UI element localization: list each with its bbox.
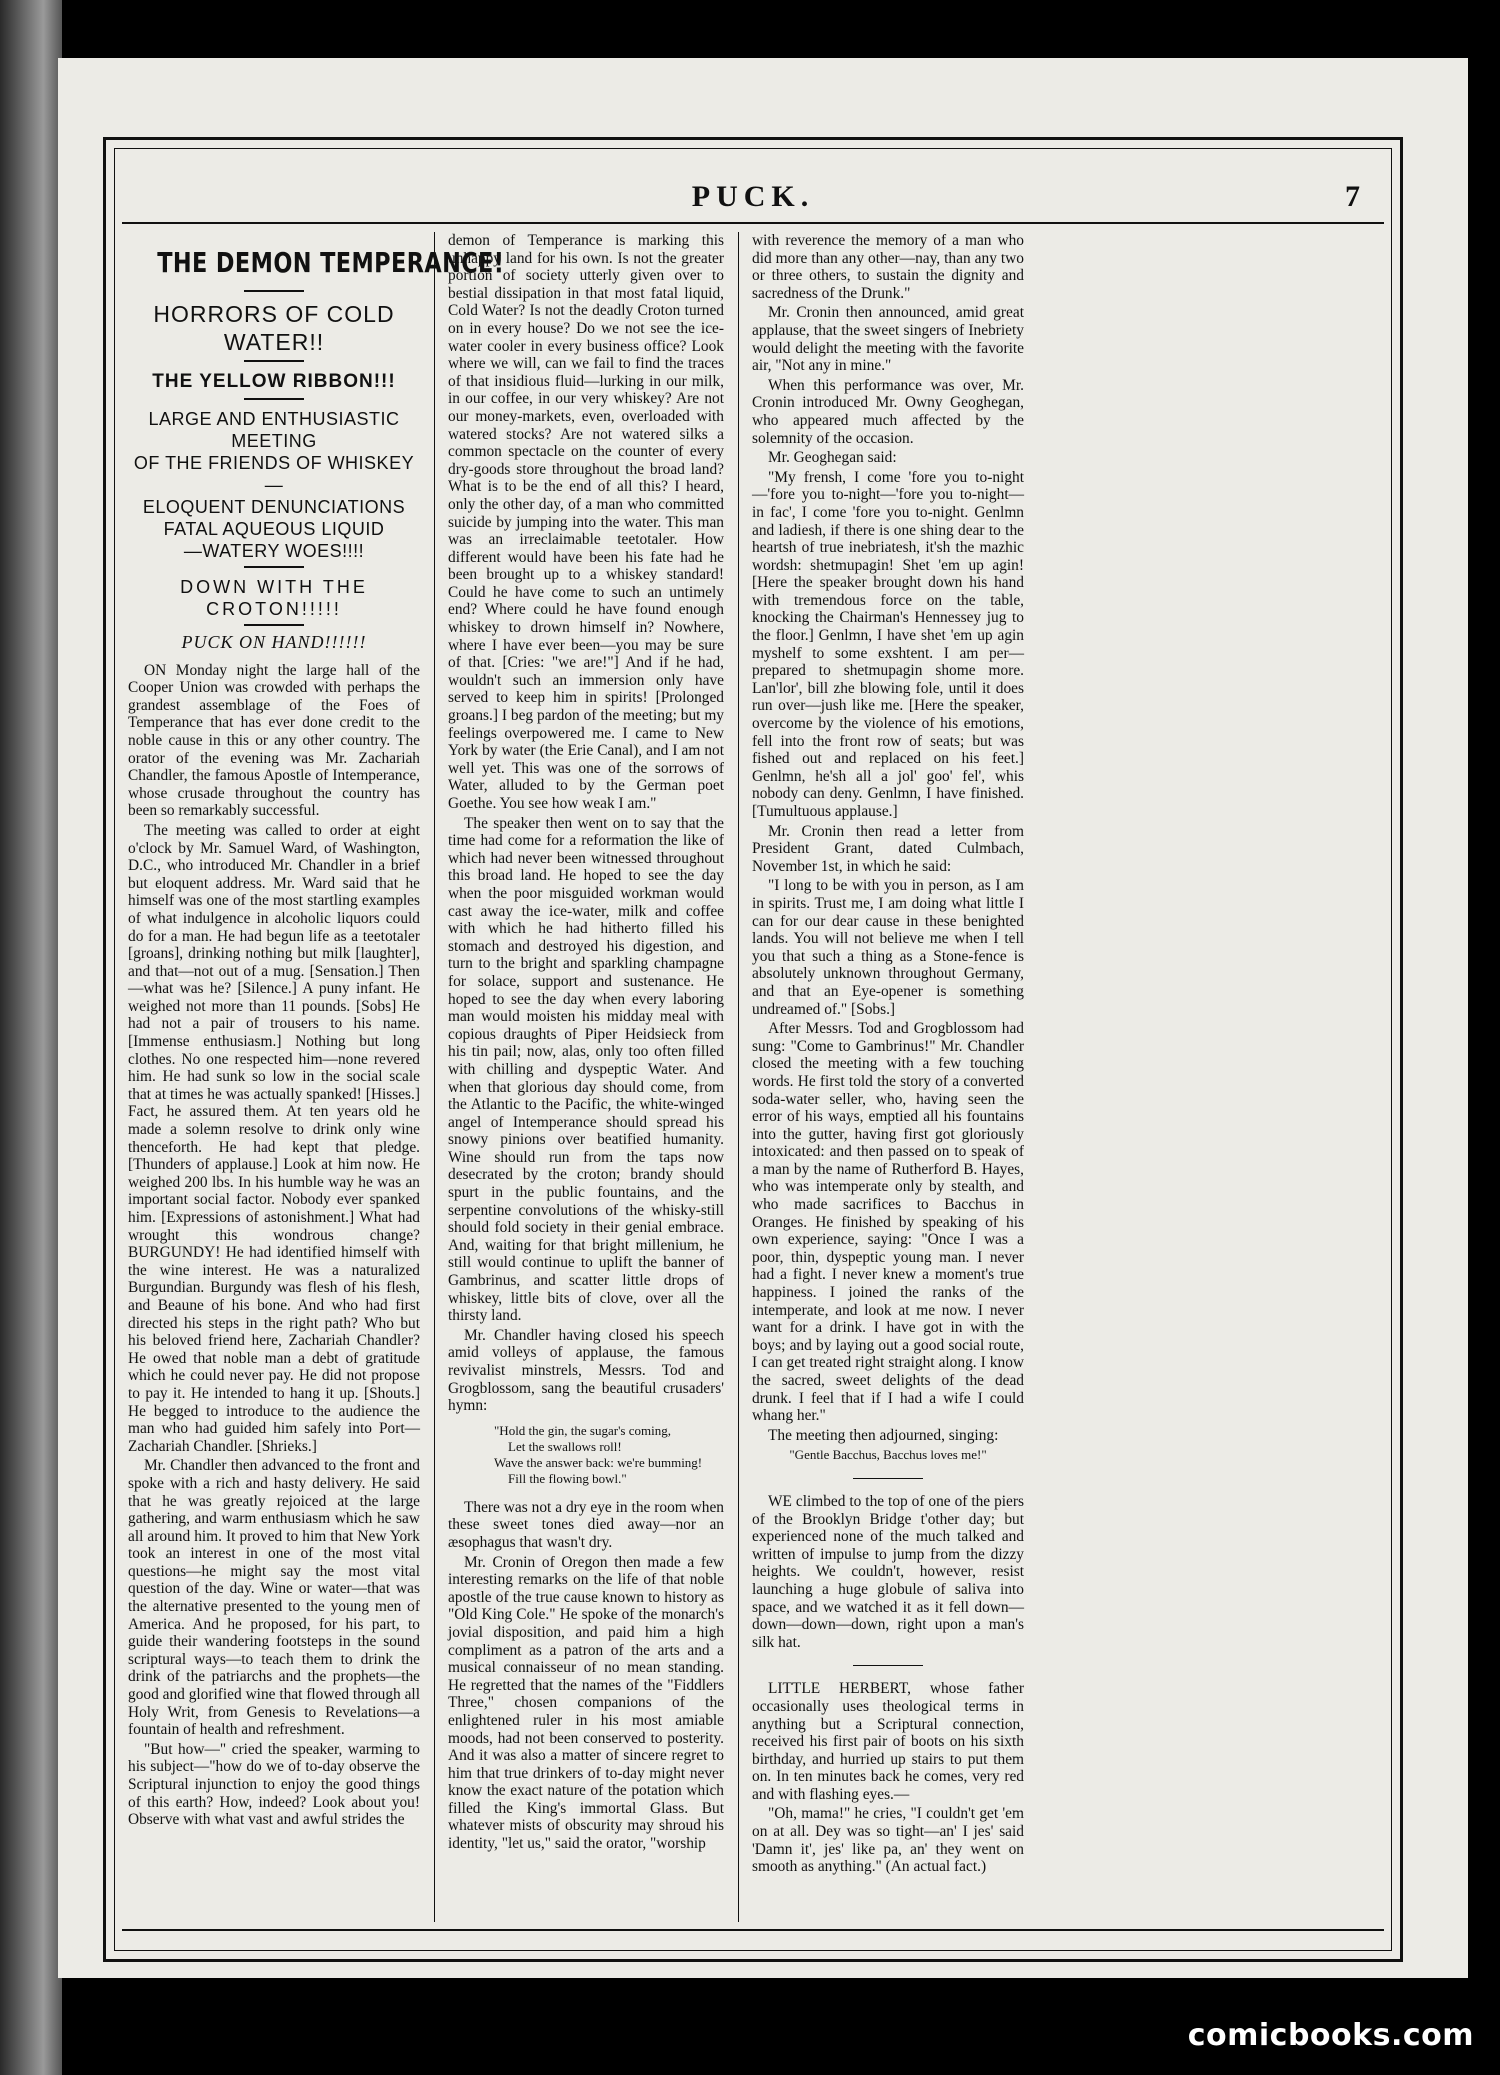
deck-line: FATAL AQUEOUS LIQUID — [163, 519, 385, 539]
deck-rule — [244, 566, 304, 568]
site-watermark: comicbooks.com — [1187, 2018, 1474, 2053]
article-paragraph: "But how—" cried the speaker, warming to his subject—"how do we of to-day observe the Scriptural injunction to enjoy the good things of this earth? How, indeed? Look about you! Observe with what vast and awful strides the — [128, 1740, 420, 1829]
book-spine — [0, 0, 62, 2075]
article-paragraph: When this performance was over, Mr. Cronin introduced Mr. Owny Geoghegan, who appeared much affected by the solemnity of the occasion. — [752, 376, 1024, 447]
article-paragraph: "My frensh, I come 'fore you to-night—'fore you to-night—'fore you to-night—in fac', I come 'fore you to-night. Genlmn and ladiesh, if there is one shing dear to the heartsh of true inebriatesh, it'sh the mazhic wordsh: shetmupagin! Shet 'em up agin! [Here the speaker brought down his hand with tremendous force on the table, knocking the Chairman's Hennessey jug to the floor.] Genlmn, I have shet 'em up agin myshelf to some exshtent. I am per—prepared to shetmupagin shome more. Lan'lor', bill zhe blowing fole, until it does run over—jush like me. [Here the speaker, overcome by the violence of his emotions, fell into the front row of seats; but was fished out and replaced on his feet.] Genlmn, he'sh all a jol' goo' fel', whis nobody can deny. Genlmn, I have finished. [Tumultuous applause.] — [752, 468, 1024, 820]
deck-line: OF THE FRIENDS OF WHISKEY— — [133, 453, 415, 495]
column-divider-1 — [434, 232, 435, 1922]
column-2 — [448, 232, 724, 1922]
article-paragraph: Mr. Geoghegan said: — [768, 449, 897, 467]
section-rule — [853, 1478, 923, 1479]
headline-rule — [244, 290, 304, 292]
article-paragraph: There was not a dry eye in the room when these sweet tones died away—nor an æsophagus that wasn't dry. — [448, 1498, 724, 1551]
deck-yellow-ribbon: THE YELLOW RIBBON!!! — [152, 371, 396, 392]
article-paragraph: Mr. Cronin of Oregon then made a few interesting remarks on the life of that noble apostle of the true cause known to history as "Old King Cole." He spoke of the monarch's jovial disposition, and paid him a high compliment as a patron of the arts and a musical connaisseur of no mean standing. He regretted that the names of the "Fiddlers Three," chosen companions of the enlightened ruler in his most amiable moods, had not been conserved to posterity. And it was also a matter of sincere regret to him that true drinkers of to-day might never know the exact nature of the potation which filled the King's immortal Glass. But whatever mists of obscurity may shroud his identity, "let us," said the orator, "worship — [448, 1553, 724, 1853]
article-paragraph: After Messrs. Tod and Grogblossom had sung: "Come to Gambrinus!" Mr. Chandler closed the meeting with a few touching words. He first told the story of a converted soda-water seller, who, having seen the error of his ways, emptied all his fountains into the gutter, having first got gloriously intoxicated: and then passed on to speak of a man by the name of Rutherford B. Hayes, who was intemperate only by stealth, and who made sacrifices to Bacchus in Oranges. He finished by speaking of his own experience, saying: "Once I was a poor, thin, dyspeptic young man. I never had a fight. I never knew a moment's true happiness. I joined the ranks of the intemperate, and look at me now. I never want for a drink. I have got in with the boys; and by laying out a good social route, I can get treated right straight along. I know the sacred, sweet delights of the dead drunk. I feel that if I had a wife I could whang her." — [752, 1020, 1024, 1425]
page-frame — [103, 137, 1403, 1962]
column-divider-2 — [738, 232, 739, 1922]
section-rule — [853, 1665, 923, 1666]
article-paragraph: The meeting then adjourned, singing: — [768, 1426, 999, 1444]
deck-line: —WATERY WOES!!!! — [183, 541, 365, 561]
deck-croton: DOWN WITH THE CROTON!!!!! — [180, 577, 368, 619]
article-paragraph: The speaker then went on to say that the time had come for a reformation the like of which had never been witnessed throughout this broad land. He hoped to see the day when the poor misguided workman would cast away the ice-water, milk and coffee with which he had hitherto filled his stomach and destroyed his digestion, and turn to the bright and sparkling champagne for solace, support and sustenance. He hoped to see the day when every laboring man would moisten his midday meal with copious draughts of Piper Heidsieck from his tin pail; now, alas, only too often filled with chilling and dyspeptic Water. And when that glorious day should come, from the Atlantic to the Pacific, the white-winged angel of Intemperance should spread his snowy pinions over beatified humanity. Wine should run from the taps now desecrated by the croton; brandy should spurt in the public fountains, and the serpentine convolutions of the whisky-still should fold society in their genial embrace. And, waiting for that bright millenium, he still would continue to uplift the banner of Gambrinus, and scatter little drops of whiskey, little bits of clove, over all the thirsty land. — [448, 814, 724, 1325]
article-paragraph: ON Monday night the large hall of the Cooper Union was crowded with perhaps the grandest assemblage of the Foes of Temperance that has ever done credit to the noble cause in this or any other country. The orator of the evening was Mr. Zachariah Chandler, the famous Apostle of Intemperance, whose crusade throughout the country has been so remarkably successful. — [128, 661, 420, 820]
footer-rule — [122, 1929, 1384, 1931]
deck-cold-water: HORRORS OF COLD WATER!! — [153, 301, 395, 355]
column-3 — [752, 232, 1024, 1922]
article-paragraph: demon of Temperance is marking this unhappy land for his own. Is not the greater portion of society utterly given over to bestial dissipation in that most fatal liquid, Cold Water? Is not the deadly Croton turned on in every house? Do we not see the ice-water cooler in every business office? Look where we will, can we fail to find the traces of that insidious fluid—lurking in our milk, in our coffee, in our very whiskey? Are not our money-markets, even, overloaded with watered stocks? Are not watered silks a common spectacle on the counter of every dry-goods store throughout the broad land? What is to be the end of all this? I heard, only the other day, of a man who committed suicide by jumping into the water. This man was an irreclaimable teetotaler. How different would have been his fate had he been brought up to a whiskey standard! Could he have come to such an untimely end? Where could he have found enough whiskey to drown himself in? Nowhere, where I have ever been—you may be sure of that. [Cries: "we are!"] And if he had, wouldn't such an immersion only have served to keep him in spirits! [Prolonged groans.] I beg pardon of the meeting; but my feelings overpowered me. I came to New York by water (the Erie Canal), and I am not well yet. This was one of the sorrows of Water, alluded to by the German poet Goethe. You see how weak I am." — [448, 232, 724, 812]
brooklyn-item: WE climbed to the top of one of the piers of the Brooklyn Bridge t'other day; but experienced none of the much talked and written of impulse to jump from the dizzy heights. We couldn't, however, resist launching a huge globule of saliva into space, and we watched it as it fell down—down—down—down, right upon a man's silk hat. — [752, 1492, 1024, 1651]
headline: THE DEMON TEMPERANCE! — [157, 246, 505, 279]
article-paragraph: The meeting was called to order at eight o'clock by Mr. Samuel Ward, of Washington, D.C., who introduced Mr. Chandler in a brief but eloquent address. Mr. Ward said that he himself was one of the most startling examples of what indulgence in alcoholic liquors could do for a man. He had begun life as a teetotaler [groans], drinking nothing but milk [laughter], and that—not out of a mug. [Sensation.] Then—what was he? [Silence.] A puny infant. He weighed not more than 11 pounds. [Sobs] He had not a pair of trousers to his name. [Immense enthusiasm.] Nothing but long clothes. No one respected him—none revered him. He had sunk so low in the social scale that at times he was actually spanked! [Hisses.] Fact, he assured them. At ten years old he made a solemn resolve to drink only wine thenceforth. He had kept that pledge. [Thunders of applause.] Look at him now. He weighed 200 lbs. In his humble way he was an important social factor. Nobody ever spanked him. [Expressions of astonishment.] What had wrought this wondrous change? BURGUNDY! He had identified himself with the wine interest. He was a naturalized Burgundian. Burgundy was flesh of his flesh, and Beaune of his bone. And who had first directed his steps in the right path? Who but his beloved friend here, Zachariah Chandler? He owed that noble man a debt of gratitude which he could never pay. He did not propose to pay it. He intended to hang it up. [Shouts.] He begged to introduce to the audience the man who had guided him safely into Port—Zachariah Chandler. [Shrieks.] — [128, 821, 420, 1455]
article-paragraph: Mr. Chandler having closed his speech amid volleys of applause, the famous revivalist minstrels, Messrs. Tod and Grogblossom, sang the beautiful crusaders' hymn: — [448, 1326, 724, 1415]
article-paragraph: Mr. Cronin then read a letter from President Grant, dated Culmbach, November 1st, in which he said: — [752, 822, 1024, 875]
herbert-item: LITTLE HERBERT, whose father occasionally uses theological terms in anything but a Scriptural connection, received his first pair of boots on his sixth birthday, and hurried up stairs to put them on. In ten minutes back he comes, very red and with flashing eyes.— — [752, 1680, 1024, 1803]
column-1 — [128, 232, 505, 1922]
page-number: 7 — [1345, 180, 1360, 213]
article-paragraph: Mr. Cronin then announced, amid great applause, that the sweet singers of Inebriety would delight the meeting with the favorite air, "Not any in mine." — [752, 304, 1024, 375]
deck-rule — [244, 360, 304, 362]
deck-line: LARGE AND ENTHUSIASTIC MEETING — [148, 409, 400, 451]
deck-rule — [244, 398, 304, 400]
deck-rule — [244, 624, 304, 626]
hymn-line: Fill the flowing bowl." — [508, 1470, 627, 1486]
deck-puck-on-hand: PUCK ON HAND!!!!!! — [181, 632, 367, 652]
article-paragraph: with reverence the memory of a man who did more than any other—nay, than any two or three others, to sustain the dignity and sacredness of the Drunk." — [752, 232, 1024, 302]
herbert-item: "Oh, mama!" he cries, "I couldn't get 'em on at all. Dey was so tight—an' I jes' said 'Damn it', jes' like pa, an' they went on smooth as anything." (An actual fact.) — [752, 1805, 1024, 1876]
hymn-line: Wave the answer back: we're bumming! — [494, 1454, 703, 1470]
hymn-verse — [494, 1423, 724, 1487]
hymn-line: Let the swallows roll! — [508, 1438, 622, 1454]
hymn-line: "Hold the gin, the sugar's coming, — [494, 1422, 671, 1438]
article-paragraph: Mr. Chandler then advanced to the front and spoke with a rich and hasty delivery. He said that he was greatly rejoiced at the large gathering, and warm enthusiasm which he saw all around him. It proved to him that New York took an interest in one of the most vital questions—he might say the most vital question of the day. Wine or water—that was the alternative presented to the young men of America. And he proposed, for his part, to guide their wandering footsteps in the sound scriptural ways—to teach them to drink the drink of the patriarchs and the prophets—the good and glorified wine that flowed through all Holy Writ, from Genesis to Revelations—a fountain of health and refreshment. — [128, 1457, 420, 1739]
closing-song: "Gentle Bacchus, Bacchus loves me!" — [789, 1447, 987, 1463]
masthead-title: PUCK. — [691, 180, 815, 213]
header-rule — [122, 222, 1384, 224]
deck-line: ELOQUENT DENUNCIATIONS — [142, 497, 406, 517]
article-paragraph: "I long to be with you in person, as I am in spirits. Trust me, I am doing what little I can for our dear cause in these benighted lands. You will not believe me when I tell you that such a thing as a Stone-fence is absolutely unknown throughout Germany, and that an Eye-opener is something undreamed of." [Sobs.] — [752, 877, 1024, 1018]
